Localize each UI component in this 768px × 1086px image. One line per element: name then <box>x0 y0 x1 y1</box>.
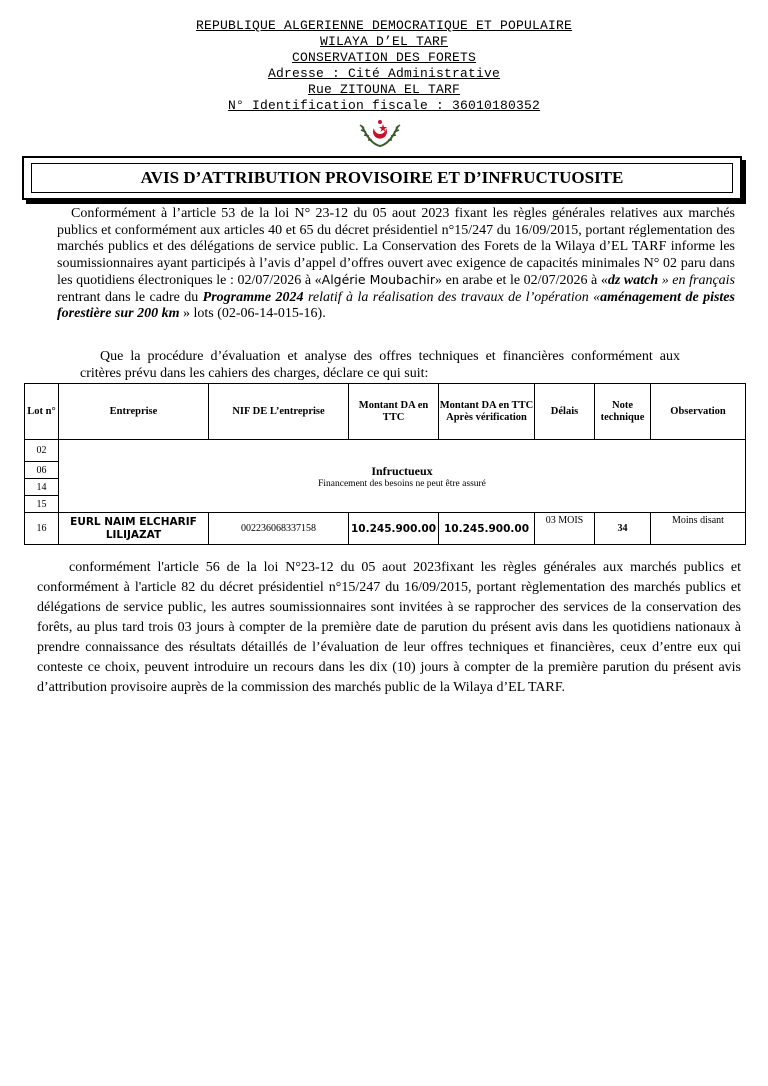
header-delais: Délais <box>535 384 595 440</box>
infructueux-cell <box>59 440 746 513</box>
header-line-conservation: CONSERVATION DES FORETS <box>291 50 477 65</box>
lot-number: 15 <box>25 496 59 513</box>
table-row <box>25 440 746 462</box>
newspaper-arabic: Algérie Moubachir <box>321 272 436 287</box>
montant-value: 10.245.900.00 <box>349 513 439 545</box>
lot-number: 14 <box>25 479 59 496</box>
entreprise-nif: 002236068337158 <box>209 513 349 545</box>
note-value: 34 <box>595 513 651 545</box>
header-montant: Montant DA en TTC <box>349 384 439 440</box>
header-line-wilaya: WILAYA D’EL TARF <box>319 34 449 49</box>
lot-number: 06 <box>25 462 59 479</box>
title-frame <box>22 156 742 200</box>
intro-text-h: relatif à la réalisation des travaux de l’opération « <box>303 289 601 305</box>
intro-paragraph <box>57 206 735 323</box>
newspaper-french: dz watch <box>607 273 659 288</box>
document-title: AVIS D’ATTRIBUTION PROVISOIRE ET D’INFRUCTUOSITE <box>31 163 733 193</box>
header-line-street: Rue ZITOUNA EL TARF <box>307 82 461 97</box>
intro-text-a: Conformément à l’article 53 de la loi N° 23-12 du 05 aout 2023 fixant les règles générales relatives aux marchés publics et conformément aux articles 40 et 65 du décret présidentiel n°15/247 du 16/09/2015, portant réglementation des marchés publics et des délégations de service public. La Conservation des Forets de la Wilaya d’EL TARF informe les soumissionnaires ayant participés à l’avis d’appel d’offres ouvert avec exigence de capacités minimales N° 02 paru dans les quotidiens électroniques le : 02/07/2026 à « <box>57 206 735 288</box>
intro-text-c: » en arabe et le 02/07/2026 à « <box>435 273 608 288</box>
observation-value: Moins disant <box>651 513 746 545</box>
table-row <box>25 513 746 545</box>
header-observation: Observation <box>651 384 746 440</box>
header-entreprise: Entreprise <box>59 384 209 440</box>
procedure-paragraph: Que la procédure d’évaluation et analyse des offres techniques et financières conformément aux critères prévu dans les cahiers des charges, déclare ce qui suit: <box>80 349 680 381</box>
header-lot: Lot n° <box>25 384 59 440</box>
header-line-republic: REPUBLIQUE ALGERIENNE DEMOCRATIQUE ET POPULAIRE <box>195 18 573 33</box>
header-nif: NIF DE L’entreprise <box>209 384 349 440</box>
operation-name: aménagement de pistes forestière sur 200 km <box>57 289 735 321</box>
header-note: Note technique <box>595 384 651 440</box>
program-name: Programme 2024 <box>202 289 304 305</box>
header-montant-apres: Montant DA en TTC Après vérification <box>439 384 535 440</box>
montant-apres-value: 10.245.900.00 <box>439 513 535 545</box>
lots-list: » lots (02-06-14-015-16). <box>179 306 326 321</box>
results-table <box>24 383 746 545</box>
delais-value: 03 MOIS <box>535 513 595 545</box>
infructueux-title: Infructueux <box>371 463 433 478</box>
intro-text-f: rentrant dans le cadre du <box>57 289 203 305</box>
lot-number: 02 <box>25 440 59 462</box>
infructueux-reason: Financement des besoins ne peut être assuré <box>318 478 486 489</box>
intro-text-e: » en français <box>658 273 735 288</box>
entreprise-name: EURL NAIM ELCHARIF LILIJAZAT <box>59 513 209 545</box>
closing-paragraph: conformément l'article 56 de la loi N°23-12 du 05 aout 2023fixant les règles générales aux marchés publics et conformément à l'article 82 du décret présidentiel n°15/247 du 16/09/2015, portant règlementation des marchés publics et délégations de service public, les autres soumissionnaires sont invitées à se rapprocher des services de la conservation des forêts, au plus tard trois 03 jours à compter de la première date de parution du présent avis dans les quotidiens nationaux à prendre connaissance des résultats détaillés de l’évaluation de leur offres techniques et financières, ceux d’entre eux qui conteste ce choix, peuvent introduire un recours dans les dix (10) jours à compter de la première parution du présent avis d’attribution provisoire auprès de la commission des marchés public de la Wilaya d’EL TARF. <box>37 560 741 695</box>
header-line-fiscal-id: N° Identification fiscale : 36010180352 <box>227 98 541 113</box>
header-line-address: Adresse : Cité Administrative <box>267 66 501 81</box>
lot-number: 16 <box>25 513 59 545</box>
table-header-row <box>25 384 746 440</box>
emblem-icon <box>356 116 404 152</box>
